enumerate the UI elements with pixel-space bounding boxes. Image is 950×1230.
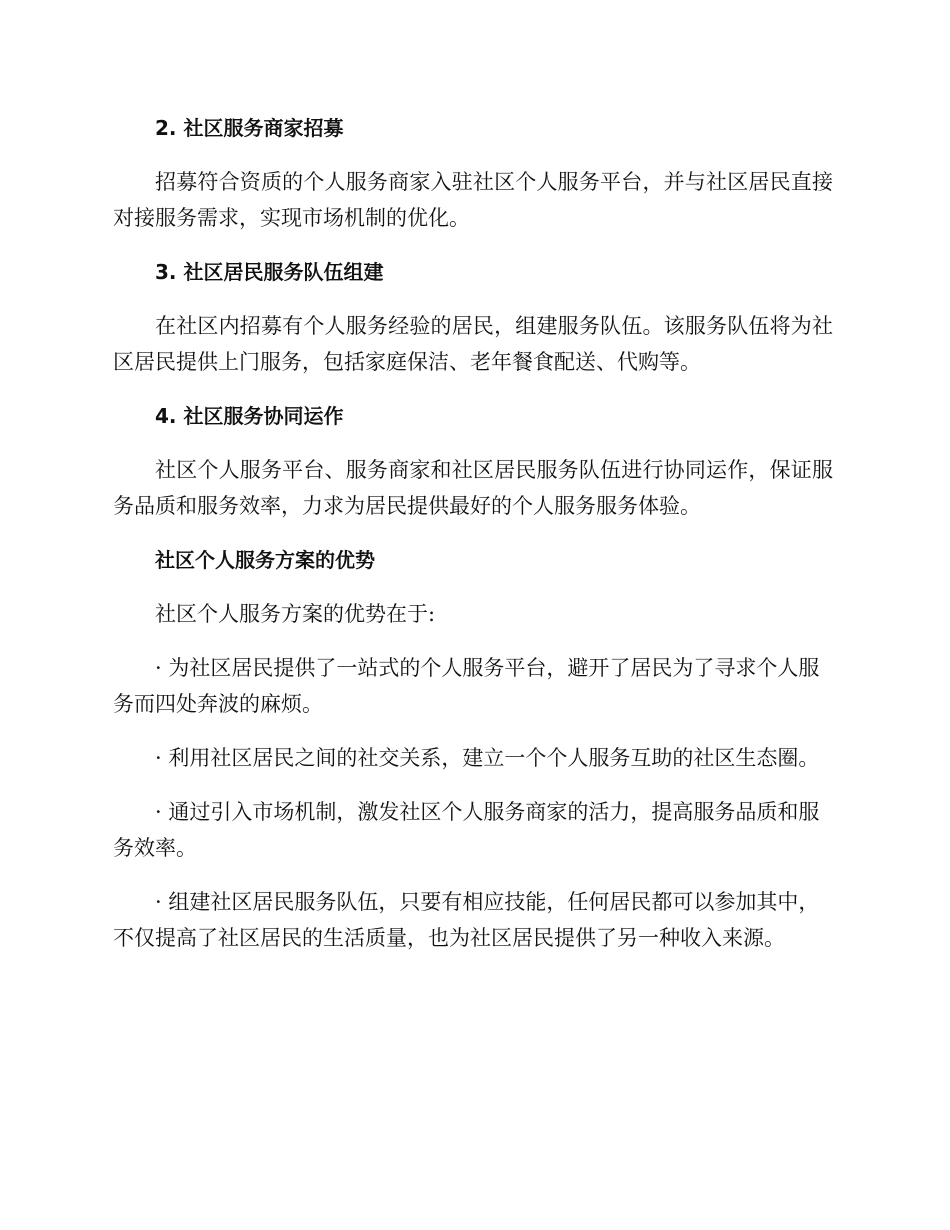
section-heading-resident-team: 3. 社区居民服务队伍组建 (155, 260, 384, 284)
advantage-item: · 为社区居民提供了一站式的个人服务平台，避开了居民为了寻求个人服务而四处奔波的麻烦。 (113, 656, 820, 716)
advantage-item: · 利用社区居民之间的社交关系，建立一个个人服务互助的社区生态圈。 (155, 746, 820, 770)
section-heading-merchant-recruitment: 2. 社区服务商家招募 (155, 116, 344, 140)
advantage-item: · 通过引入市场机制，激发社区个人服务商家的活力，提高服务品质和服务效率。 (113, 800, 820, 860)
section-heading-collaboration: 4. 社区服务协同运作 (155, 404, 344, 428)
document-page (113, 110, 833, 974)
section-body-merchant-recruitment: 招募符合资质的个人服务商家入驻社区个人服务平台，并与社区居民直接对接服务需求，实现市场机制的优化。 (113, 170, 833, 230)
advantage-item: · 组建社区居民服务队伍，只要有相应技能，任何居民都可以参加其中，不仅提高了社区居民的生活质量，也为社区居民提供了另一种收入来源。 (113, 890, 820, 950)
advantages-intro: 社区个人服务方案的优势在于: (155, 602, 436, 626)
section-body-resident-team: 在社区内招募有个人服务经验的居民，组建服务队伍。该服务队伍将为社区居民提供上门服务，包括家庭保洁、老年餐食配送、代购等。 (113, 314, 833, 374)
section-body-collaboration: 社区个人服务平台、服务商家和社区居民服务队伍进行协同运作，保证服务品质和服务效率，力求为居民提供最好的个人服务服务体验。 (113, 458, 833, 518)
advantages-heading: 社区个人服务方案的优势 (155, 548, 375, 572)
